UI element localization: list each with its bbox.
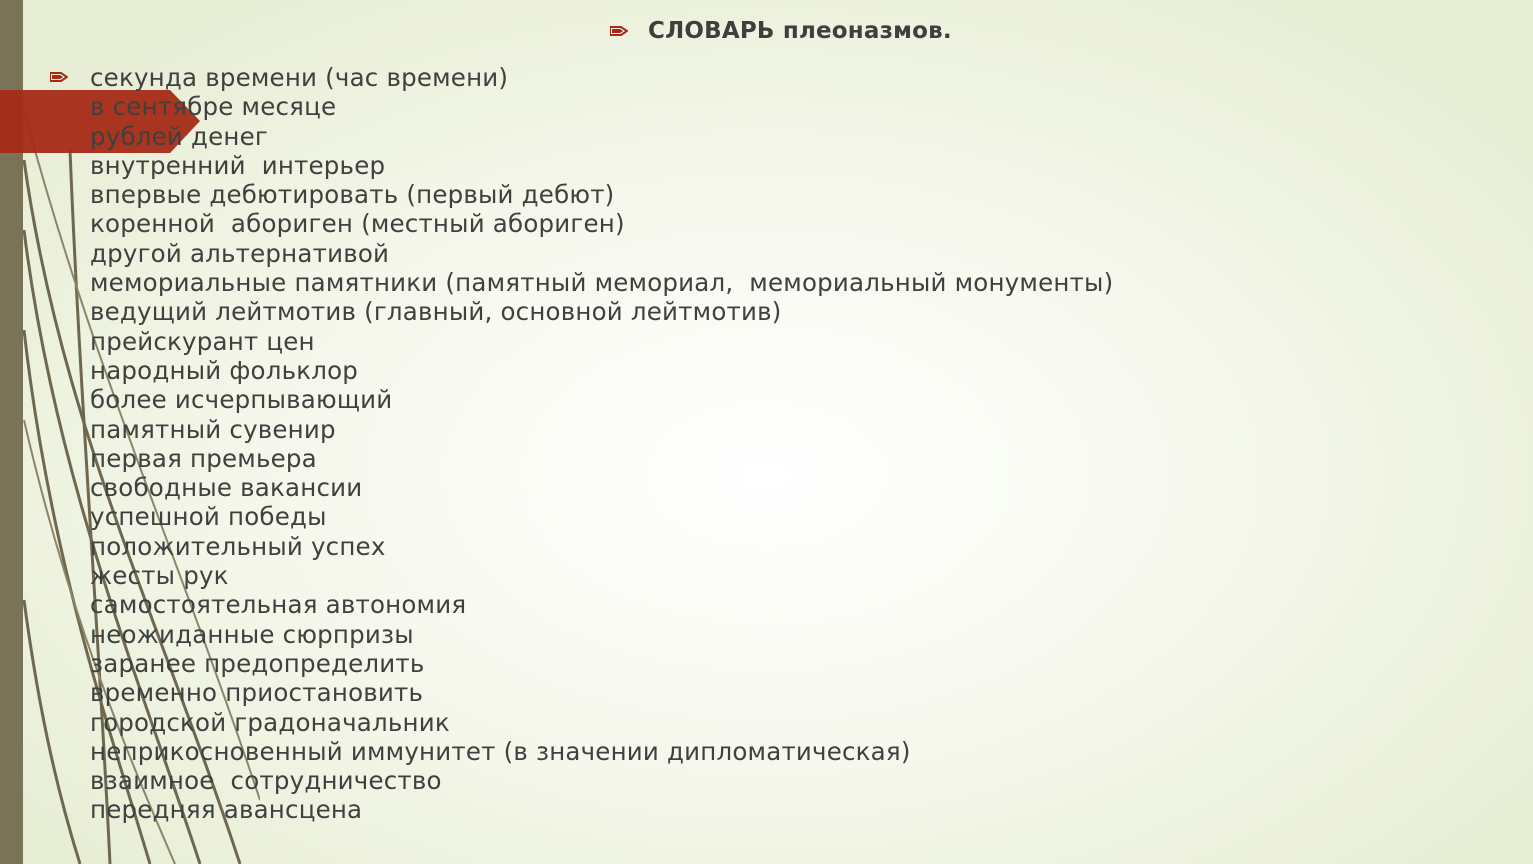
pleonasm-list bbox=[90, 63, 1113, 825]
list-item: памятный сувенир bbox=[90, 414, 336, 444]
list-item: передняя авансцена bbox=[90, 795, 363, 825]
list-item: секунда времени (час времени) bbox=[90, 63, 509, 92]
list-item: более исчерпывающий bbox=[90, 385, 393, 415]
slide-title: СЛОВАРЬ плеоназмов. bbox=[648, 18, 952, 44]
list-item: неожиданные сюрпризы bbox=[90, 619, 414, 649]
list-item: прейскурант цен bbox=[90, 326, 315, 356]
list-item: мемориальные памятники (памятный мемориал, мемориальный монументы) bbox=[90, 268, 1114, 298]
list-item: городской градоначальник bbox=[90, 707, 450, 737]
list-item: успешной победы bbox=[90, 502, 327, 532]
arrow-bullet-icon bbox=[610, 25, 628, 37]
list-item: народный фольклор bbox=[90, 355, 359, 385]
list-item: положительный успех bbox=[90, 531, 386, 561]
list-item: внутренний интерьер bbox=[90, 150, 386, 180]
list-item: временно приостановить bbox=[90, 678, 424, 708]
arrow-bullet-icon bbox=[50, 71, 68, 83]
list-item: в сентябре месяце bbox=[90, 92, 337, 122]
list-item: самостоятельная автономия bbox=[90, 590, 467, 620]
list-item: жесты рук bbox=[90, 561, 229, 591]
list-item: другой альтернативой bbox=[90, 238, 390, 268]
slide-title-row bbox=[610, 18, 952, 44]
list-item: ведущий лейтмотив (главный, основной лейтмотив) bbox=[90, 297, 782, 327]
list-item: первая премьера bbox=[90, 443, 317, 473]
list-item: взаимное сотрудничество bbox=[90, 766, 442, 796]
list-item: впервые дебютировать (первый дебют) bbox=[90, 180, 615, 210]
list-item: рублей денег bbox=[90, 121, 268, 151]
list-item: коренной абориген (местный абориген) bbox=[90, 209, 625, 239]
list-item: заранее предопределить bbox=[90, 648, 425, 678]
list-item: свободные вакансии bbox=[90, 473, 363, 503]
list-item: неприкосновенный иммунитет (в значении дипломатическая) bbox=[90, 736, 911, 766]
